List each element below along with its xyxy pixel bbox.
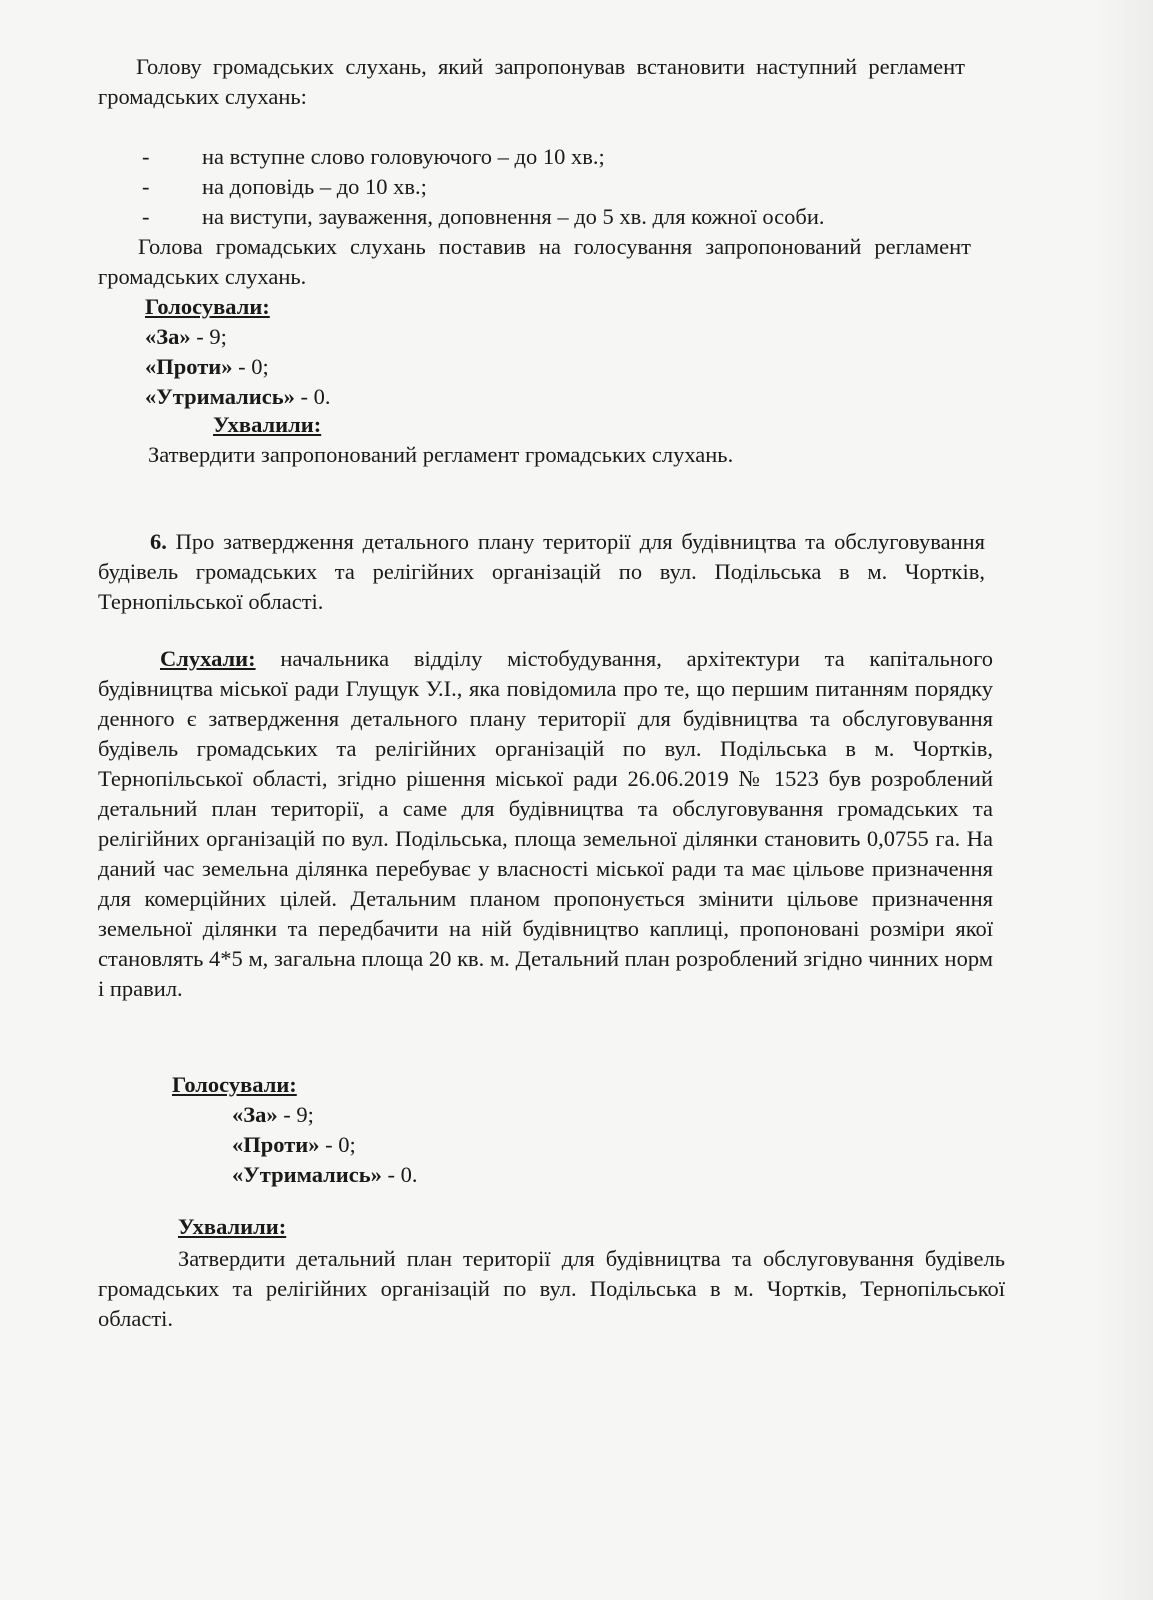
heard-text: начальника відділу містобудування, архітектури та капітального будівництва міської ради Глущук У.І., яка повідомила про те, що першим питанням порядку денного є затвердження детального плану території для будівництва та обслуговування будівель громадських та релігійних організацій по вул. Подільська в м. Чортків, Тернопільської області, згідно рішення міської ради 26.06.2019 № 1523 був розроблений детальний план території, а саме для будівництва та обслуговування громадських та релігійних організацій по вул. Подільська, площа земельної ділянки становить 0,0755 га. На даний час земельна ділянка перебуває у власності міської ради та має цільове призначення для комерційних цілей. Детальним планом пропонується змінити цільове призначення земельної ділянки та передбачити на ній будівництво каплиці, пропоновані розміри якої становлять 4*5 м, загальна площа 20 кв. м. Детальний план розроблений згідно чинних норм і правил. [98, 646, 993, 1001]
list-dash: - [142, 174, 150, 199]
vote-against-label: «Проти» [145, 354, 233, 379]
vote-for-value: - 9; [190, 324, 227, 349]
voted-heading: Голосували: [145, 294, 270, 319]
list-item [98, 172, 983, 202]
vote-against [145, 352, 983, 382]
list-item [98, 142, 983, 172]
list-item-text: на виступи, зауваження, доповнення – до 5 хв. для кожної особи. [202, 204, 825, 229]
agenda-item-title: Про затвердження детального плану території для будівництва та обслуговування будівель громадських та релігійних організацій по вул. Подільська в м. Чортків, Тернопільської області. [98, 529, 985, 614]
vote-abstain-value: - 0. [381, 1162, 418, 1187]
list-item [98, 202, 983, 232]
vote-abstain [145, 382, 983, 412]
put-to-vote-paragraph [98, 232, 971, 292]
regulation-paragraph [98, 52, 965, 112]
vote-for-label: «За» [145, 324, 191, 349]
vote-abstain [172, 1160, 983, 1190]
vote-against-value: - 0; [232, 354, 269, 379]
vote-abstain-label: «Утримались» [232, 1162, 382, 1187]
vote-block-1 [145, 292, 983, 412]
decided-heading: Ухвалили: [213, 412, 322, 437]
decision-block-2 [98, 1212, 1005, 1334]
vote-against [172, 1130, 983, 1160]
vote-for [172, 1100, 983, 1130]
vote-for-value: - 9; [277, 1102, 314, 1127]
list-dash: - [142, 204, 150, 229]
regulation-text: Голову громадських слухань, який запропонував встановити наступний регламент громадських слухань: [98, 54, 965, 109]
list-item-text: на доповідь – до 10 хв.; [202, 174, 427, 199]
voted-heading: Голосували: [172, 1072, 297, 1097]
decision-block-1 [148, 410, 983, 470]
agenda-item-number: 6. [150, 529, 167, 554]
vote-against-label: «Проти» [232, 1132, 320, 1157]
list-item-text: на вступне слово головуючого – до 10 хв.; [202, 144, 605, 169]
vote-abstain-label: «Утримались» [145, 384, 295, 409]
heard-paragraph [98, 644, 993, 1004]
agenda-item-6-text [98, 527, 985, 617]
vote-against-value: - 0; [319, 1132, 356, 1157]
scan-shadow [1093, 0, 1153, 1600]
decision-text: Затвердити детальний план території для будівництва та обслуговування будівель громадських та релігійних організацій по вул. Подільська в м. Чортків, Тернопільської області. [98, 1246, 1005, 1331]
list-dash: - [142, 144, 150, 169]
decision-text: Затвердити запропонований регламент громадських слухань. [148, 442, 734, 467]
vote-for [145, 322, 983, 352]
vote-block-2 [172, 1070, 983, 1190]
vote-abstain-value: - 0. [294, 384, 331, 409]
heard-heading: Слухали: [160, 646, 256, 671]
put-to-vote-text: Голова громадських слухань поставив на голосування запропонований регламент громадських слухань. [98, 234, 971, 289]
agenda-item-6 [98, 527, 985, 617]
decided-heading: Ухвалили: [178, 1214, 287, 1239]
heard-text-block [98, 644, 993, 1004]
vote-for-label: «За» [232, 1102, 278, 1127]
regulation-list [98, 142, 983, 232]
